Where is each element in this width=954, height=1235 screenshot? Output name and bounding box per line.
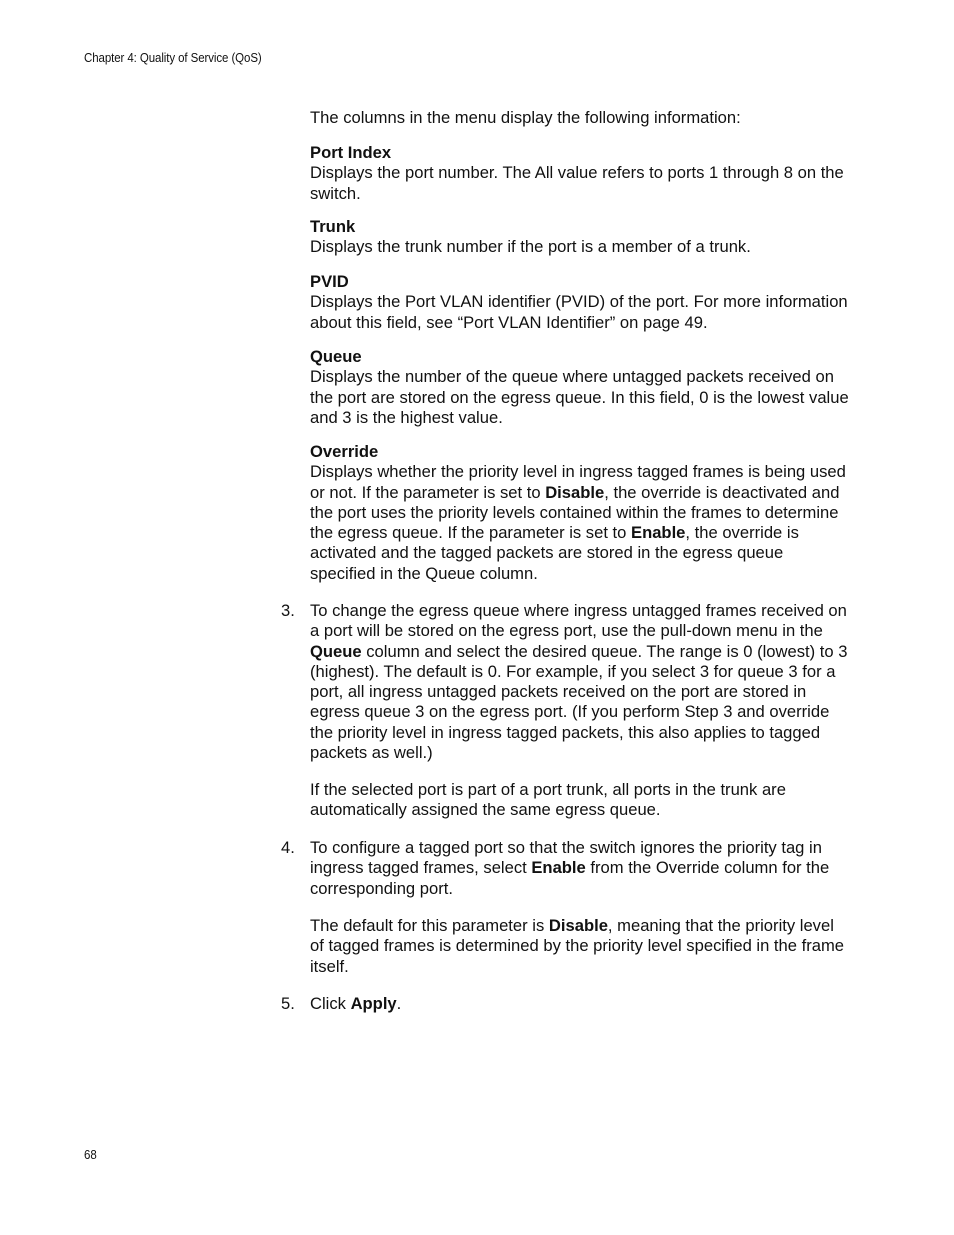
definition-term: PVID (310, 272, 349, 291)
step-text: To configure a tagged port so that the switch ignores the priority tag in ingress tagged frames, select Enable from the Override column for the corresponding port. (310, 838, 830, 898)
step-number: 5. (281, 994, 295, 1013)
definition-pvid (310, 272, 850, 333)
definition-term: Override (310, 442, 379, 461)
definition-trunk (310, 217, 850, 258)
step-4-note: The default for this parameter is Disable, meaning that the priority level of tagged frames is determined by the priority level specified in the frame itself. (310, 916, 845, 976)
intro-paragraph: The columns in the menu display the following information: (310, 108, 741, 127)
page-number: 68 (84, 1148, 97, 1162)
definition-override (310, 442, 850, 584)
definition-term: Queue (310, 347, 362, 366)
definition-port-index (310, 143, 850, 204)
definition-description: Displays the port number. The All value refers to ports 1 through 8 on the switch. (310, 163, 844, 203)
running-header: Chapter 4: Quality of Service (QoS) (84, 51, 262, 65)
definition-term: Trunk (310, 217, 356, 236)
definition-term: Port Index (310, 143, 392, 162)
step-number: 3. (281, 601, 295, 620)
step-number: 4. (281, 838, 295, 857)
step-text: To change the egress queue where ingress untagged frames received on a port will be stored on the egress port, use the pull-down menu in the Queue column and select the desired queue. The range is 0 (lowest) to 3 (highest). The default is 0. For example, if you select 3 for queue 3 for a port, all ingress untagged packets received on the port are stored in egress queue 3 on the egress port. (If you perform Step 3 and override the priority level in ingress tagged packets, this also applies to tagged packets as well.) (310, 601, 848, 763)
definition-description: Displays the number of the queue where untagged packets received on the port are stored on the egress queue. In this field, 0 is the lowest value and 3 is the highest value. (310, 367, 849, 427)
step-3-note: If the selected port is part of a port trunk, all ports in the trunk are automatically assigned the same egress queue. (310, 780, 786, 820)
definition-description: Displays the Port VLAN identifier (PVID) of the port. For more information about this field, see “Port VLAN Identifier” on page 49. (310, 292, 848, 332)
definition-description: Displays the trunk number if the port is a member of a trunk. (310, 237, 751, 257)
definition-description: Displays whether the priority level in ingress tagged frames is being used or not. If the parameter is set to Disable, the override is deactivated and the port uses the priority levels contained within the frames to determine the egress queue. If the parameter is set to Enable, the override is activated and the tagged packets are stored in the egress queue specified in the Queue column. (310, 462, 846, 583)
definition-queue (310, 347, 850, 428)
step-text: Click Apply. (310, 994, 402, 1013)
